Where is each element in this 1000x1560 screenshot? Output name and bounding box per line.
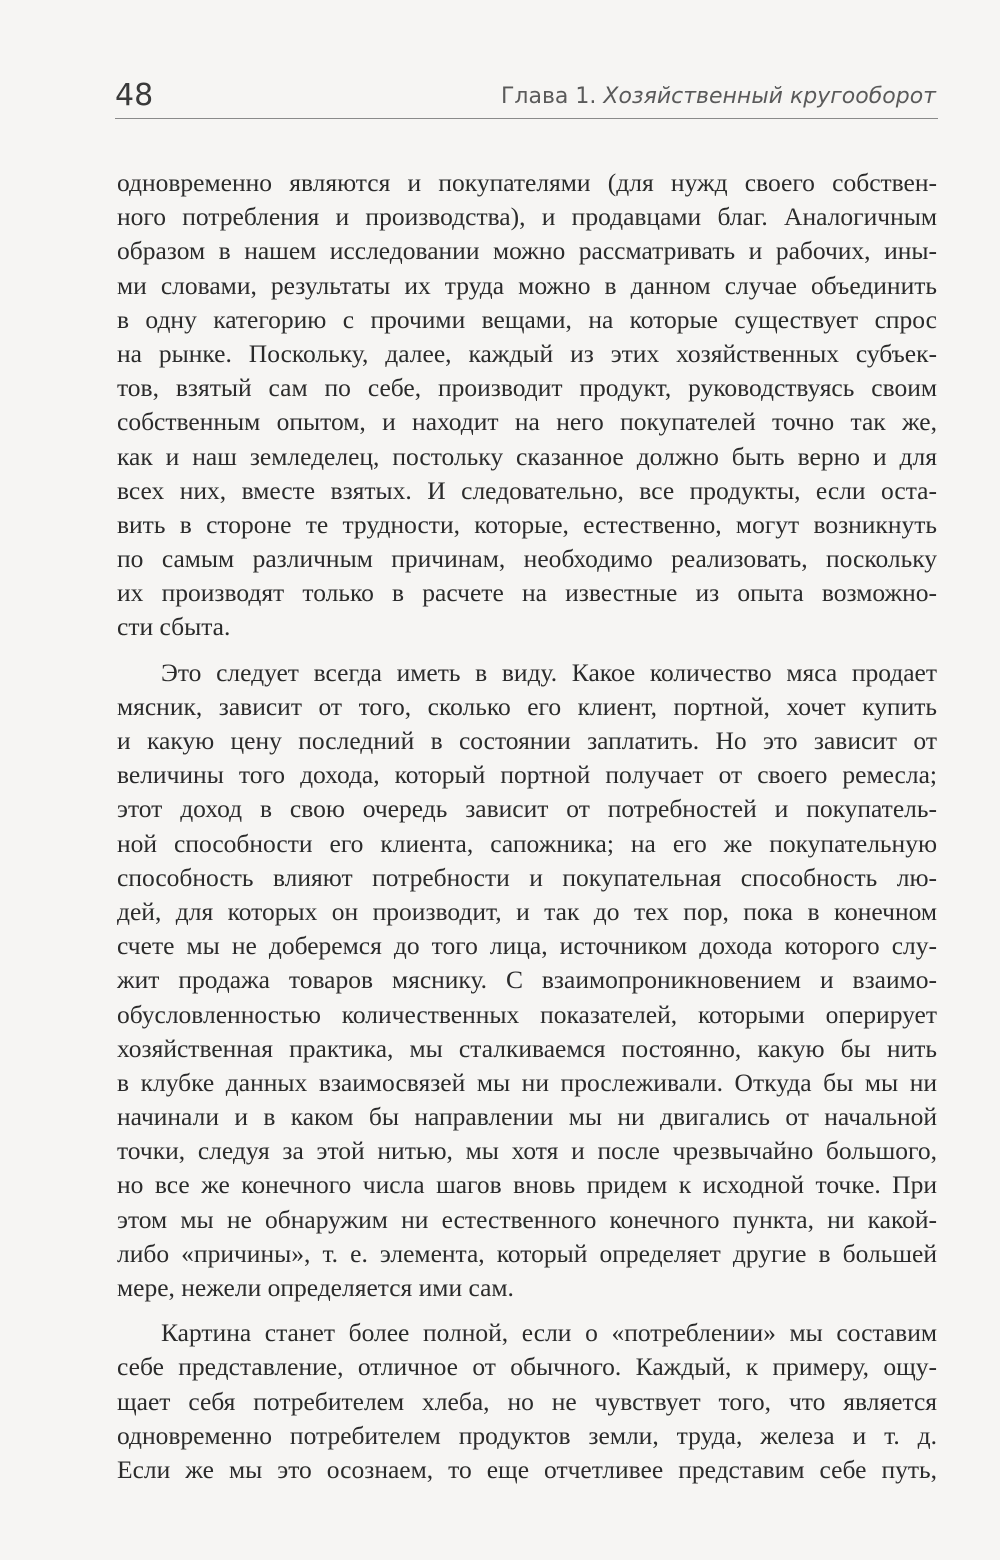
chapter-label: Глава 1. — [500, 84, 597, 109]
text-line: мере, нежели определяется ими сам. — [117, 1273, 514, 1302]
chapter-title: Хозяйственный кругооборот — [603, 84, 936, 109]
text-line: хозяйственная практика, мы сталкиваемся постоянно, какую бы нить — [117, 1033, 937, 1063]
text-line: ми словами, результаты их труда можно в данном случае объединить — [117, 270, 937, 300]
paragraph — [117, 166, 937, 645]
text-line: дей, для которых он производит, и так до тех пор, пока в конечном — [117, 896, 937, 926]
text-line: их производят только в расчете на известные из опыта возможно- — [117, 578, 937, 608]
text-line: точки, следуя за этой нитью, мы хотя и после чрезвычайно большого, — [117, 1136, 937, 1166]
text-line: образом в нашем исследовании можно рассматривать и рабочих, ины- — [117, 236, 937, 266]
text-line: либо «причины», т. е. элемента, который определяет другие в большей — [117, 1238, 937, 1268]
text-line: собственным опытом, и находит на него покупателей точно так же, — [117, 407, 937, 437]
text-line: как и наш земледелец, постольку сказанное должно быть верно и для — [117, 441, 937, 471]
text-line: этом мы не обнаружим ни естественного конечного пункта, ни какой- — [117, 1204, 937, 1234]
text-line: себе представление, отличное от обычного. Каждый, к примеру, ощу- — [117, 1352, 937, 1382]
text-line: обусловленностью количественных показателей, которыми оперирует — [117, 999, 937, 1029]
text-line: по самым различным причинам, необходимо реализовать, поскольку — [117, 544, 937, 574]
text-line: счете мы не доберемся до того лица, источником дохода которого слу- — [117, 931, 937, 961]
text-line: на рынке. Поскольку, далее, каждый из этих хозяйственных субъек- — [117, 338, 937, 368]
text-line: величины того дохода, который портной получает от своего ремесла; — [117, 760, 937, 790]
running-header — [115, 72, 938, 119]
chapter-heading — [501, 84, 936, 109]
paragraph — [117, 656, 937, 1306]
text-line: тов, взятый сам по себе, производит продукт, руководствуясь своим — [117, 373, 937, 403]
text-line: и какую цену последний в состоянии заплатить. Но это зависит от — [117, 726, 937, 755]
text-line: в одну категорию с прочими вещами, на которые существует спрос — [117, 304, 937, 334]
text-line: Это следует всегда иметь в виду. Какое количество мяса продает — [161, 657, 937, 687]
text-line: способность влияют потребности и покупательная способность лю- — [117, 862, 937, 892]
text-line: вить в стороне те трудности, которые, естественно, могут возникнуть — [117, 509, 937, 539]
text-line: мясник, зависит от того, сколько его клиент, портной, хочет купить — [117, 691, 937, 721]
text-line: Если же мы это осознаем, то еще отчетливее представим себе путь, — [117, 1454, 937, 1484]
text-line: жит продажа товаров мяснику. С взаимопроникновением и взаимо- — [117, 965, 937, 995]
text-line: начинали и в каком бы направлении мы ни двигались от начальной — [117, 1102, 937, 1132]
text-line: одновременно являются и покупателями (для нужд своего собствен- — [117, 168, 937, 197]
paragraph — [117, 1316, 937, 1487]
text-line: ной способности его клиента, сапожника; на его же покупательную — [117, 828, 937, 858]
text-line: этот доход в свою очередь зависит от потребностей и покупатель- — [117, 794, 937, 824]
text-line: щает себя потребителем хлеба, но не чувствует того, что является — [117, 1386, 937, 1416]
text-line: всех них, вместе взятых. И следовательно, все продукты, если оста- — [117, 475, 937, 505]
text-line: в клубке данных взаимосвязей мы ни прослеживали. Откуда бы мы ни — [117, 1067, 937, 1097]
text-line: ного потребления и производства), и продавцами благ. Аналогичным — [117, 202, 937, 232]
text-line: но все же конечного числа шагов вновь придем к исходной точке. При — [117, 1170, 937, 1200]
text-line: одновременно потребителем продуктов земли, труда, железа и т. д. — [117, 1420, 937, 1450]
page-number: 48 — [115, 78, 154, 113]
text-line: Картина станет более полной, если о «потреблении» мы составим — [161, 1318, 937, 1348]
body-text — [117, 166, 937, 1487]
text-line: сти сбыта. — [117, 612, 231, 642]
